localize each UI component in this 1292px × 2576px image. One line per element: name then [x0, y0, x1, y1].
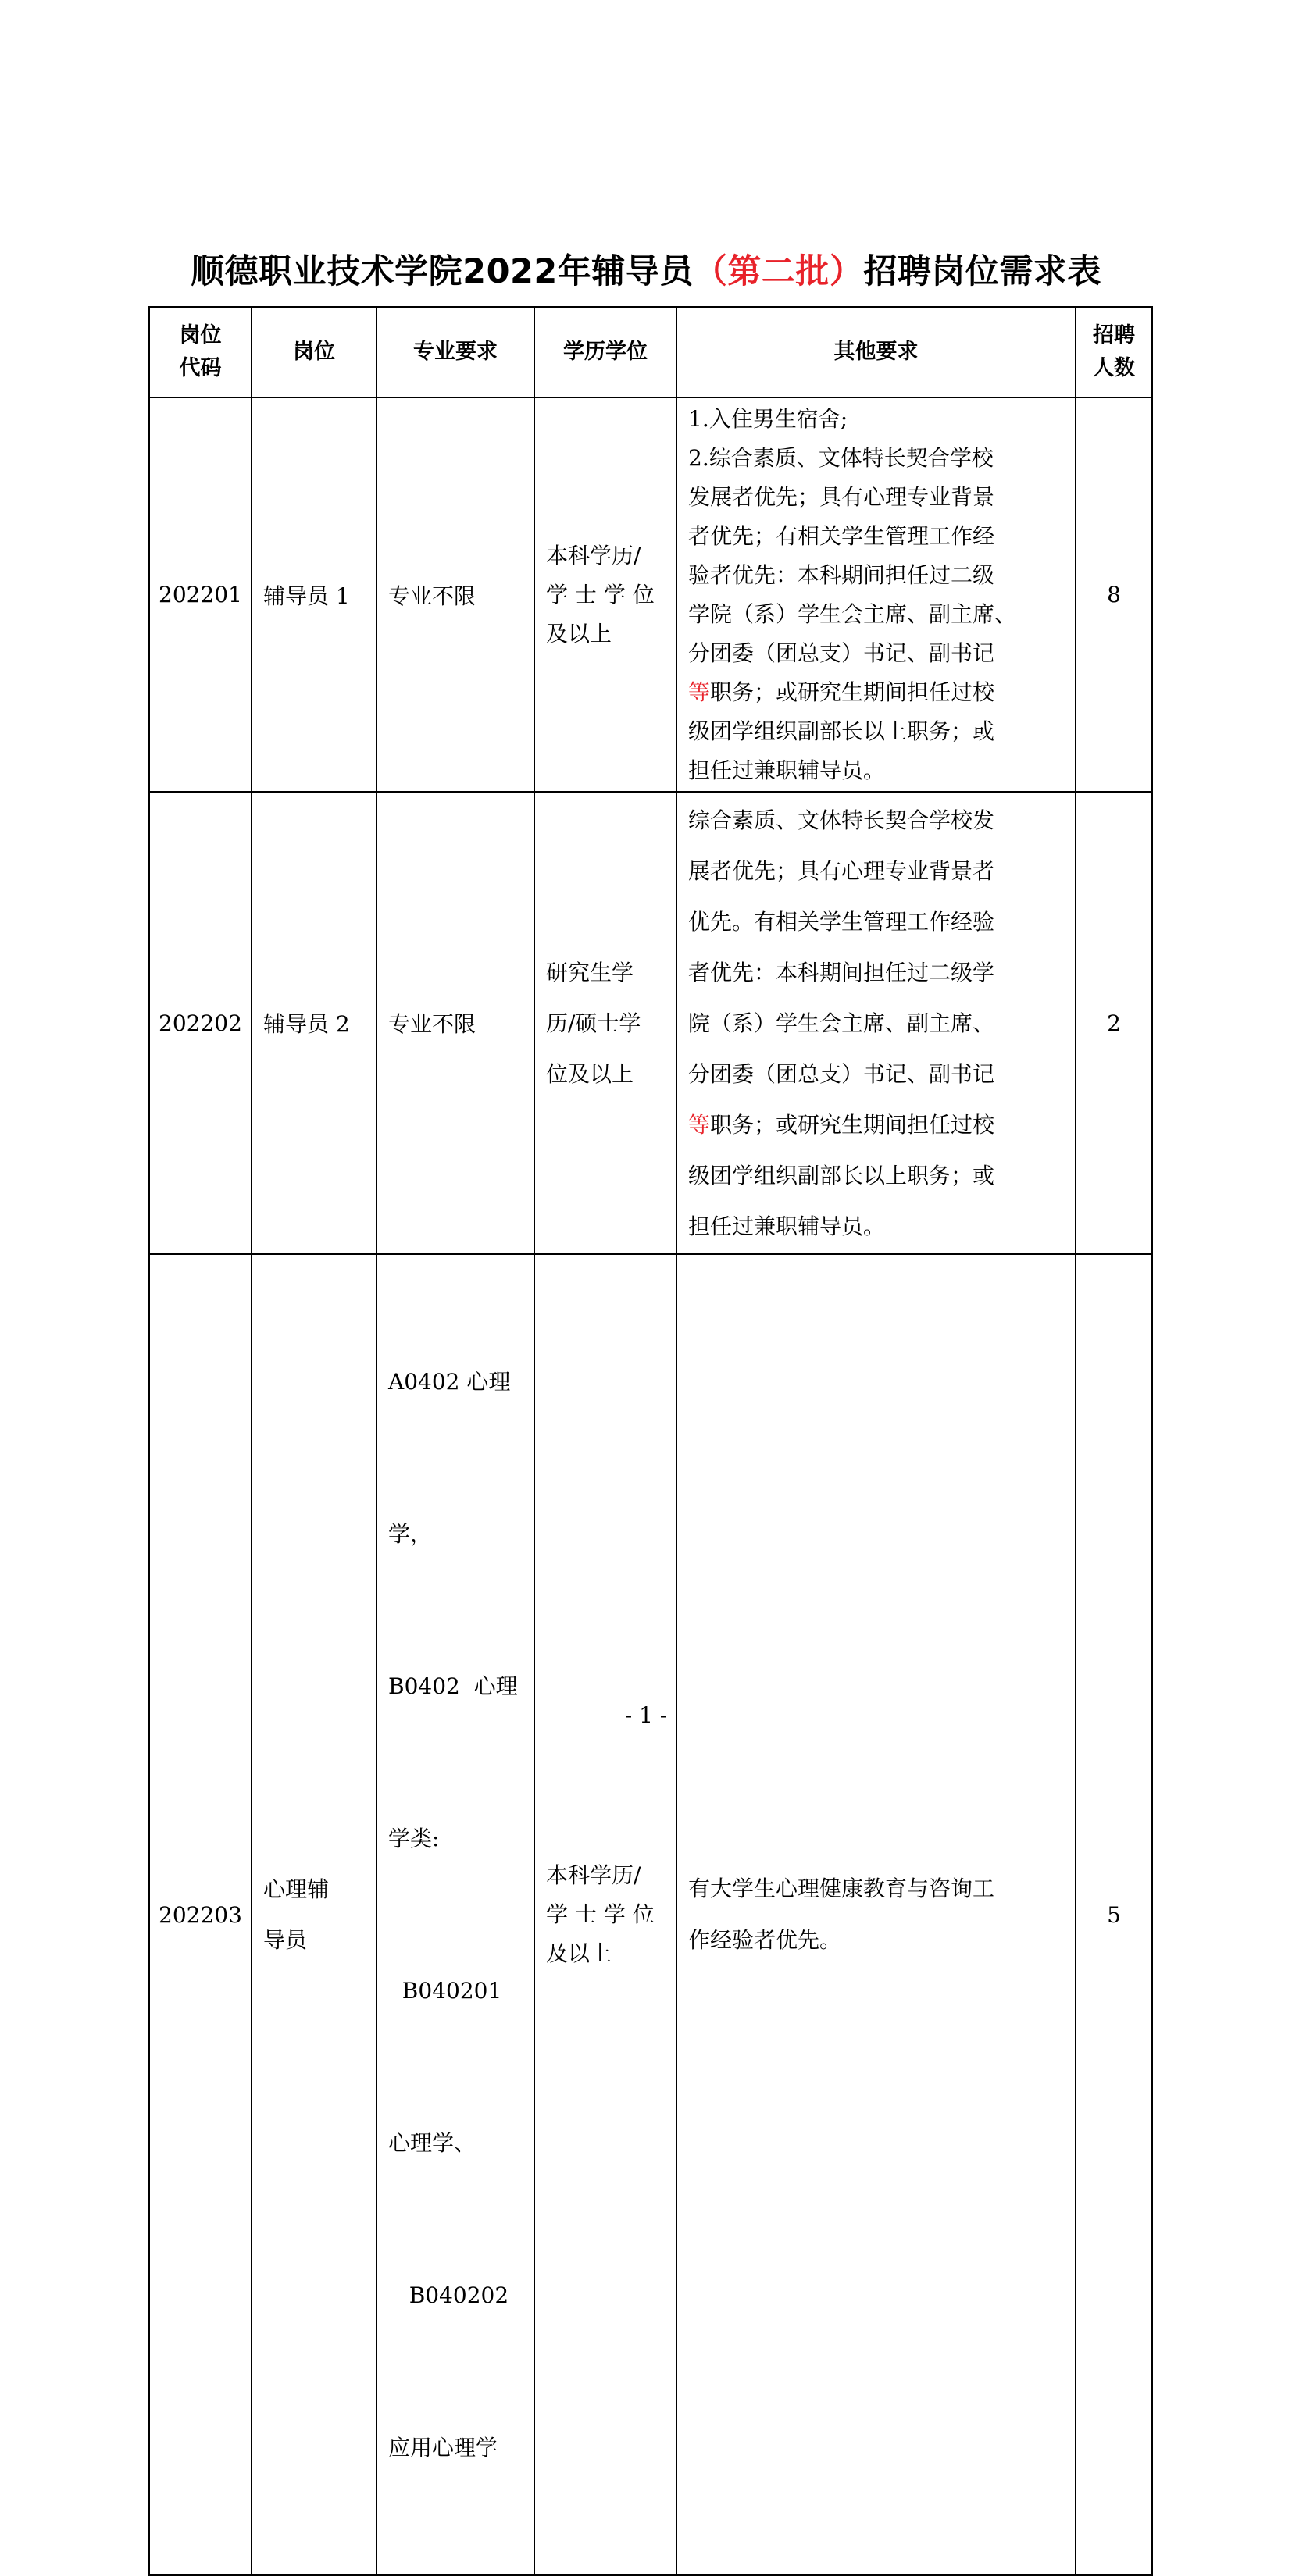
other-requirements: 综合素质、文体特长契合学校发 展者优先；具有心理专业背景者 优先。有相关学生管理工作经验 者优先：本科期间担任过二级学 院（系）学生会主席、副主席、 分团委（团总支）书记、副书记 等职务；或研究生期间担任过校 级团学组织副部长以上职务；或 担任过兼职辅导员。 [676, 792, 1076, 1254]
other-requirements: 有大学生心理健康教育与咨询工 作经验者优先。 [676, 1254, 1076, 2575]
recruit-count: 5 [1076, 1254, 1152, 2575]
header-row [149, 307, 1152, 397]
position-code: 202202 [149, 792, 252, 1254]
table-row [149, 792, 1152, 1254]
header-count: 招聘 人数 [1076, 307, 1152, 397]
position-name: 辅导员 2 [252, 792, 377, 1254]
header-major: 专业要求 [377, 307, 534, 397]
header-position: 岗位 [252, 307, 377, 397]
position-code: 202201 [149, 397, 252, 792]
position-name: 辅导员 1 [252, 397, 377, 792]
highlight-text: 等 [688, 1111, 711, 1138]
table-row [149, 397, 1152, 792]
title-main: 顺德职业技术学院2022年辅导员 [191, 252, 694, 291]
header-education: 学历学位 [534, 307, 676, 397]
position-name: 心理辅 导员 [252, 1254, 377, 2575]
title-tail: 招聘岗位需求表 [863, 252, 1101, 291]
recruit-count: 2 [1076, 792, 1152, 1254]
major-requirement: 专业不限 [377, 397, 534, 792]
major-requirement: 专业不限 [377, 792, 534, 1254]
education-requirement: 研究生学 历/硕士学 位及以上 [534, 792, 676, 1254]
recruit-count: 8 [1076, 397, 1152, 792]
position-code: 202203 [149, 1254, 252, 2575]
header-code: 岗位 代码 [149, 307, 252, 397]
major-requirement: A0402 心理 学， B0402 心理 学类: B040201 心理学、 B040202 应用心理学 [377, 1254, 534, 2575]
education-requirement: 本科学历/ 学 士 学 位 及以上 [534, 397, 676, 792]
table-row [149, 1254, 1152, 2575]
recruitment-table [148, 306, 1153, 2576]
title-batch: （第二批） [693, 252, 864, 291]
highlight-text: 等 [688, 679, 711, 705]
header-other: 其他要求 [676, 307, 1076, 397]
other-requirements: 1.入住男生宿舍; 2.综合素质、文体特长契合学校 发展者优先；具有心理专业背景 者优先；有相关学生管理工作经 验者优先：本科期间担任过二级 学院（系）学生会主席、副主席、 分团委（团总支）书记、副书记 等职务；或研究生期间担任过校 级团学组织副部长以上职务；或 担任过兼职辅导员。 [676, 397, 1076, 792]
education-requirement: 本科学历/ 学 士 学 位 及以上 [534, 1254, 676, 2575]
page-title [0, 248, 1292, 295]
page-number: - 1 - [624, 1702, 668, 1728]
